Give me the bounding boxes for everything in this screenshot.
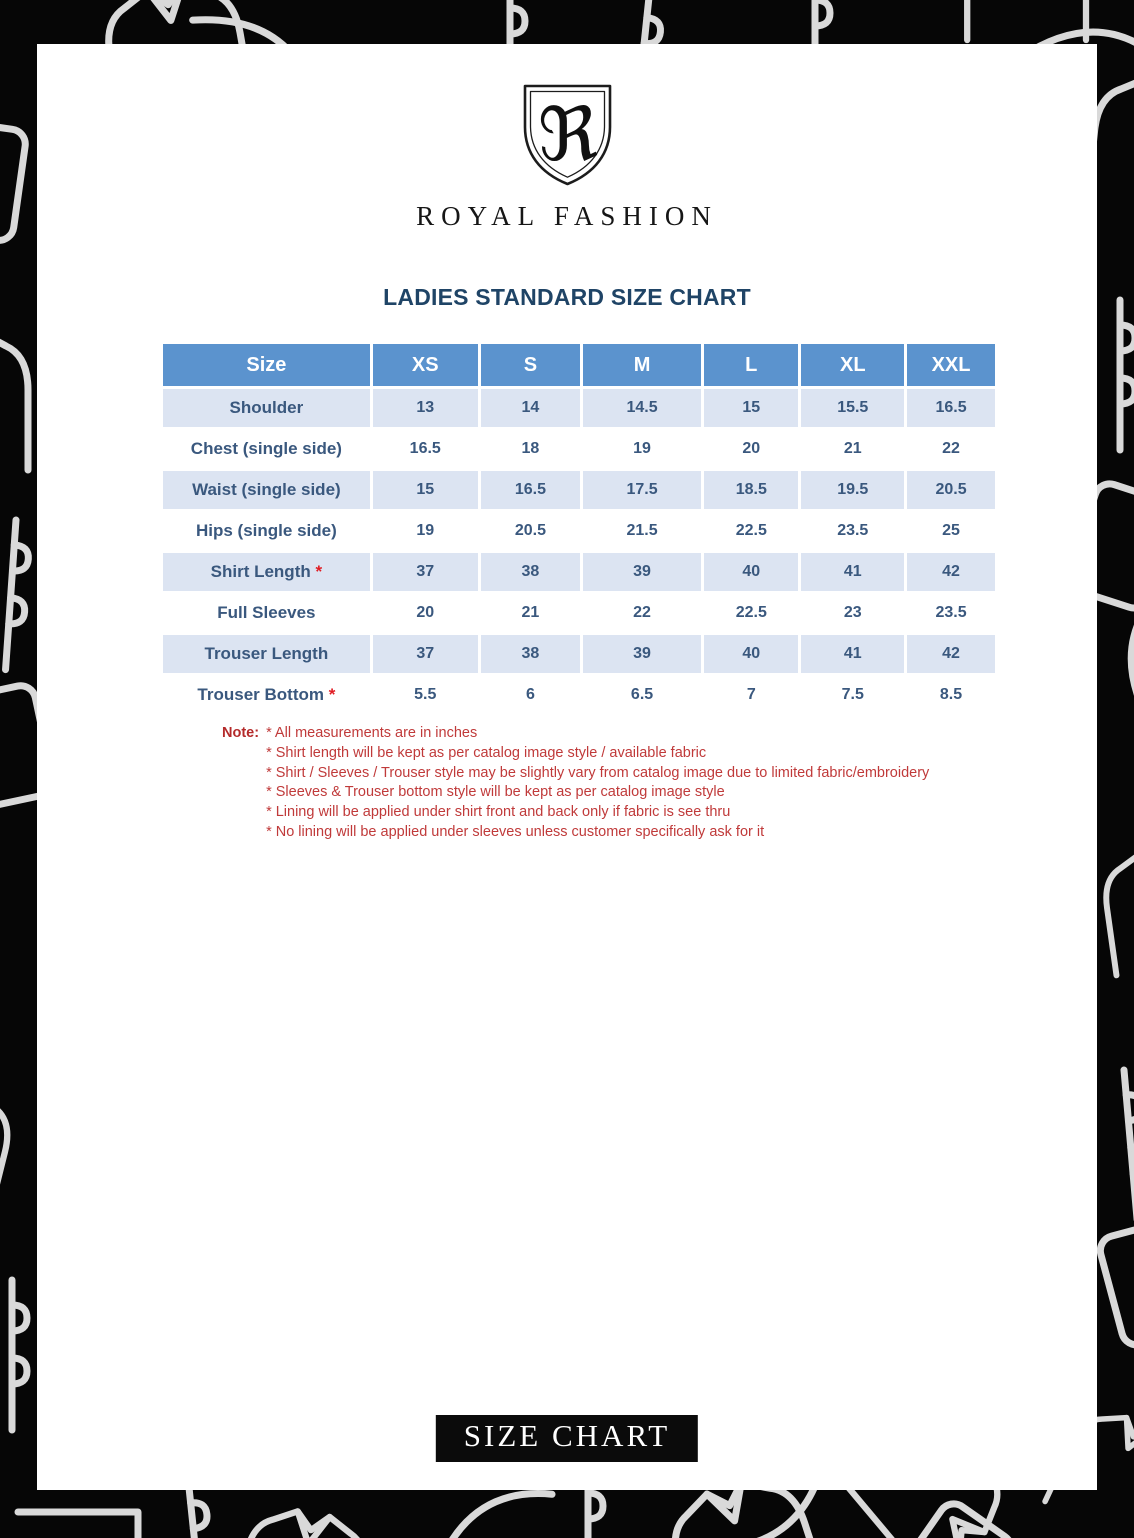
size-value-cell: 7.5 <box>801 676 904 714</box>
size-value-cell: 41 <box>801 553 904 591</box>
size-value-cell: 20.5 <box>907 471 995 509</box>
size-value-cell: 5.5 <box>373 676 478 714</box>
table-row <box>163 512 995 550</box>
size-value-cell: 37 <box>373 553 478 591</box>
column-header-s: S <box>481 344 580 386</box>
size-value-cell: 16.5 <box>481 471 580 509</box>
asterisk-marker: * <box>310 562 323 581</box>
column-header-xl: XL <box>801 344 904 386</box>
table-row <box>163 471 995 509</box>
column-header-m: M <box>583 344 701 386</box>
size-value-cell: 23 <box>801 594 904 632</box>
size-value-cell: 21.5 <box>583 512 701 550</box>
note-line: * Shirt length will be kept as per catalog image style / available fabric <box>266 744 707 761</box>
size-value-cell: 40 <box>704 635 798 673</box>
size-value-cell: 20.5 <box>481 512 580 550</box>
size-value-cell: 18.5 <box>704 471 798 509</box>
row-label: Trouser Bottom * <box>163 676 370 714</box>
size-value-cell: 7 <box>704 676 798 714</box>
page-title: LADIES STANDARD SIZE CHART <box>383 284 751 310</box>
size-value-cell: 15.5 <box>801 389 904 427</box>
size-value-cell: 6 <box>481 676 580 714</box>
column-header-xs: XS <box>373 344 478 386</box>
size-value-cell: 41 <box>801 635 904 673</box>
row-label: Shirt Length * <box>163 553 370 591</box>
size-value-cell: 42 <box>907 635 995 673</box>
size-value-cell: 20 <box>373 594 478 632</box>
size-value-cell: 23.5 <box>907 594 995 632</box>
size-value-cell: 22 <box>907 430 995 468</box>
size-value-cell: 8.5 <box>907 676 995 714</box>
size-value-cell: 22.5 <box>704 594 798 632</box>
table-row <box>163 635 995 673</box>
shield-logo-icon <box>521 83 614 187</box>
size-value-cell: 23.5 <box>801 512 904 550</box>
size-value-cell: 40 <box>704 553 798 591</box>
size-value-cell: 17.5 <box>583 471 701 509</box>
note-line: * No lining will be applied under sleeves unless customer specifically ask for it <box>266 823 765 840</box>
note-line: * Shirt / Sleeves / Trouser style may be slightly vary from catalog image due to limited fabric/embroidery <box>266 764 930 781</box>
size-value-cell: 37 <box>373 635 478 673</box>
table-header-row <box>163 344 995 386</box>
table-row <box>163 676 995 714</box>
size-value-cell: 20 <box>704 430 798 468</box>
row-label: Trouser Length <box>163 635 370 673</box>
size-value-cell: 22 <box>583 594 701 632</box>
size-value-cell: 21 <box>801 430 904 468</box>
document-page <box>37 44 1097 1490</box>
size-value-cell: 15 <box>704 389 798 427</box>
size-value-cell: 19 <box>373 512 478 550</box>
size-value-cell: 14 <box>481 389 580 427</box>
size-value-cell: 14.5 <box>583 389 701 427</box>
size-value-cell: 19 <box>583 430 701 468</box>
size-value-cell: 13 <box>373 389 478 427</box>
column-header-size: Size <box>163 344 370 386</box>
note-line: * All measurements are in inches <box>266 725 478 741</box>
note-lines <box>266 724 929 843</box>
size-value-cell: 15 <box>373 471 478 509</box>
notes-section <box>222 724 929 843</box>
brand-logo <box>37 83 1097 232</box>
table-row <box>163 594 995 632</box>
size-value-cell: 39 <box>583 635 701 673</box>
footer-banner: SIZE CHART <box>436 1415 698 1462</box>
size-value-cell: 38 <box>481 553 580 591</box>
brand-name: ROYAL FASHION <box>416 201 718 231</box>
row-label: Waist (single side) <box>163 471 370 509</box>
note-line: * Sleeves & Trouser bottom style will be kept as per catalog image style <box>266 784 725 801</box>
table-row <box>163 553 995 591</box>
size-value-cell: 16.5 <box>373 430 478 468</box>
column-header-l: L <box>704 344 798 386</box>
size-value-cell: 19.5 <box>801 471 904 509</box>
size-value-cell: 39 <box>583 553 701 591</box>
size-value-cell: 21 <box>481 594 580 632</box>
row-label: Chest (single side) <box>163 430 370 468</box>
row-label: Full Sleeves <box>163 594 370 632</box>
size-value-cell: 38 <box>481 635 580 673</box>
size-value-cell: 18 <box>481 430 580 468</box>
row-label: Shoulder <box>163 389 370 427</box>
note-prefix: Note: <box>222 725 260 741</box>
size-value-cell: 6.5 <box>583 676 701 714</box>
size-value-cell: 22.5 <box>704 512 798 550</box>
size-table <box>160 341 998 717</box>
size-value-cell: 16.5 <box>907 389 995 427</box>
blackletter-r-glyph: ℜ <box>537 92 598 178</box>
asterisk-marker: * <box>323 685 336 704</box>
table-row <box>163 389 995 427</box>
column-header-xxl: XXL <box>907 344 995 386</box>
row-label: Hips (single side) <box>163 512 370 550</box>
note-line: * Lining will be applied under shirt front and back only if fabric is see thru <box>266 804 731 821</box>
size-value-cell: 25 <box>907 512 995 550</box>
table-row <box>163 430 995 468</box>
size-value-cell: 42 <box>907 553 995 591</box>
